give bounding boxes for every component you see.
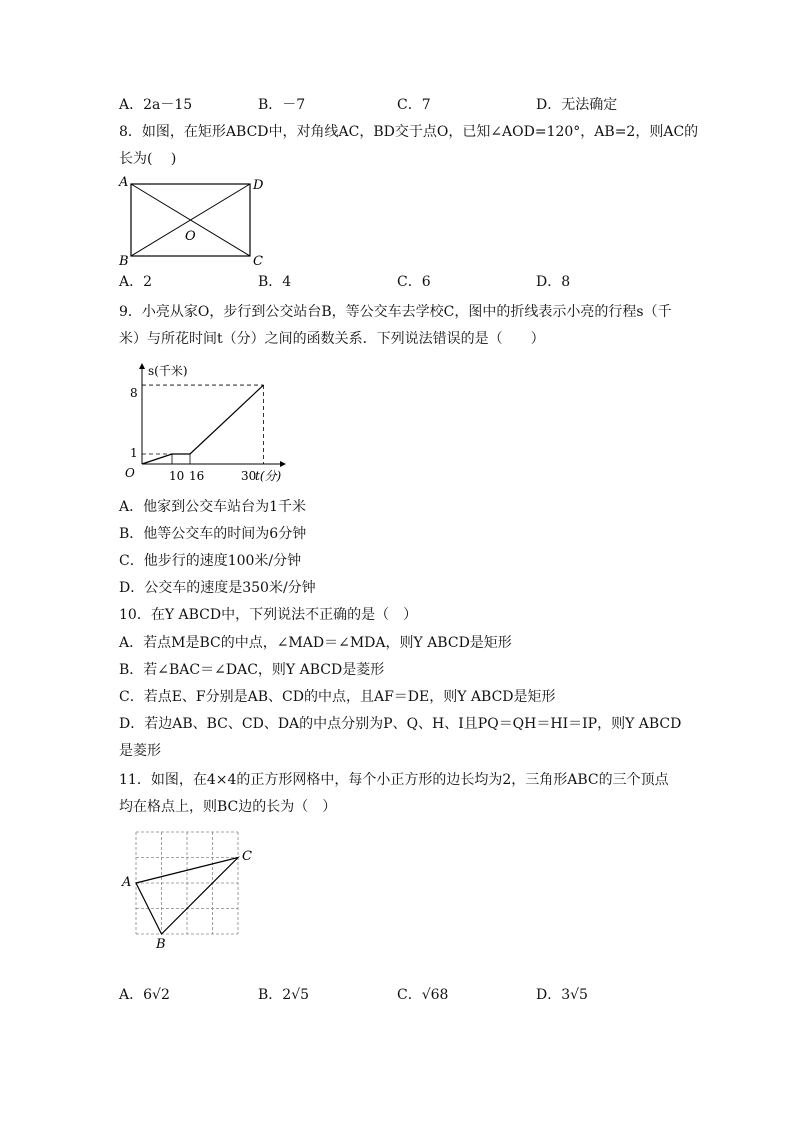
q9-distance-time-graph [115,356,300,491]
q9-x-axis-label: t(分) [255,469,282,483]
q11-dashed-grid [136,832,238,934]
q11-option-b: B．2√5 [258,987,310,1003]
q8-option-b: B．4 [258,274,292,290]
q7-option-d: D．无法确定 [536,97,618,113]
q7-option-a: A．2a－15 [119,97,193,113]
q9-x-tick-10: 10 [169,469,185,483]
q8-question-line2: 长为( ) [119,151,177,167]
q10-option-a: A．若点M是BC的中点，∠MAD＝∠MDA，则Y ABCD是矩形 [119,635,512,651]
q9-x-tick-30: 30 [241,469,257,483]
q9-origin-label: O [125,466,135,480]
q9-y-tick-1: 1 [130,446,138,460]
q11-label-b: B [156,937,166,950]
q9-dashed-guides [142,385,264,464]
q7-option-c: C．7 [397,97,431,113]
q9-question-line1: 9．小亮从家O，步行到公交站台B，等公交车去学校C，图中的折线表示小亮的行程s（千 [119,304,672,320]
q8-option-d: D．8 [536,274,571,290]
q9-tick-marks [172,454,190,464]
q10-option-d-continued: 是菱形 [119,743,161,759]
q9-series-line [142,385,264,464]
q10-option-d: D．若边AB、BC、CD、DA的中点分别为P、Q、H、I且PQ＝QH＝HI＝IP，则Y ABCD [119,716,682,732]
q8-label-d: D [253,178,264,193]
q10-option-b: B．若∠BAC＝∠DAC，则Y ABCD是菱形 [119,662,385,678]
q11-option-d: D．3√5 [536,987,588,1003]
q11-label-c: C [242,849,252,864]
q9-y-axis-label: s(千米) [148,364,188,378]
q8-option-a: A．2 [119,274,153,290]
q11-option-a: A．6√2 [119,987,170,1003]
q9-y-tick-8: 8 [130,386,138,400]
q11-question-line2: 均在格点上，则BC边的长为（ ） [119,799,337,815]
q10-option-c: C．若点E、F分别是AB、CD的中点，且AF＝DE，则Y ABCD是矩形 [119,689,556,705]
q9-option-c: C．他步行的速度100米/分钟 [119,553,302,569]
q10-question-line1: 10．在Y ABCD中，下列说法不正确的是（ ） [119,607,418,623]
q8-label-o: O [185,229,196,244]
q9-question-line2: 米）与所花时间t（分）之间的函数关系．下列说法错误的是（ ） [119,331,545,347]
q11-grid-triangle-figure [118,826,258,950]
q8-rectangle-figure [115,172,270,268]
q8-option-c: C．6 [397,274,431,290]
q8-label-b: B [119,254,129,268]
q9-option-d: D．公交车的速度是350米/分钟 [119,580,316,596]
q11-label-a: A [122,875,132,890]
q8-label-a: A [119,175,129,190]
q9-x-tick-16: 16 [189,469,205,483]
q8-label-c: C [253,254,263,268]
q9-option-b: B．他等公交车的时间为6分钟 [119,526,307,542]
q7-option-b: B．－7 [258,97,306,113]
q11-question-line1: 11．如图，在4×4的正方形网格中，每个小正方形的边长均为2，三角形ABC的三个顶点 [119,772,669,788]
q8-question-line1: 8．如图，在矩形ABCD中，对角线AC，BD交于点O，已知∠AOD=120°，AB=2，则AC的 [119,124,699,140]
q9-option-a: A．他家到公交车站台为1千米 [119,499,307,515]
q11-option-c: C．√68 [397,987,449,1003]
